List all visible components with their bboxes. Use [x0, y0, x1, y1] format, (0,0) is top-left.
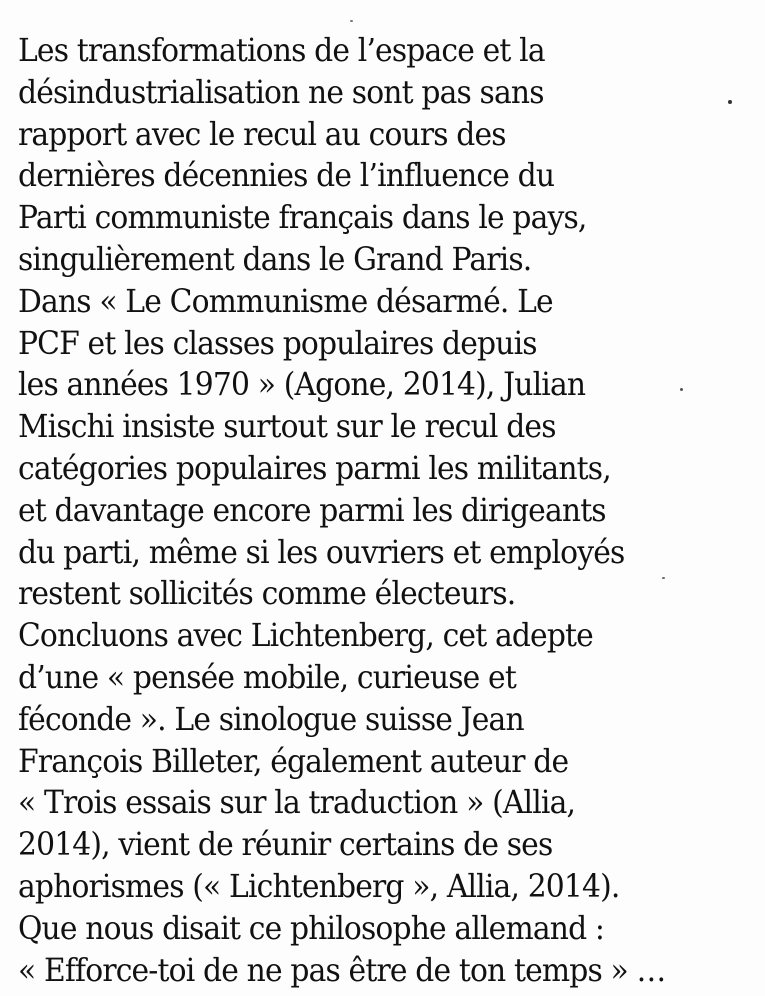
- text-line: 2014), vient de réunir certains de ses: [18, 825, 553, 864]
- text-line: PCF et les classes populaires depuis: [18, 323, 537, 362]
- text-line: Parti communiste français dans le pays,: [18, 198, 587, 237]
- text-line: singulièrement dans le Grand Paris.: [18, 239, 532, 278]
- text-line: catégories populaires parmi les militants,: [18, 448, 611, 487]
- scan-speck: [680, 388, 683, 391]
- article-text: [18, 30, 758, 991]
- text-line: Les transformations de l’espace et la: [18, 31, 545, 69]
- text-line: « Trois essais sur la traduction » (Allia,: [18, 783, 576, 822]
- text-line: Concluons avec Lichtenberg, cet adepte: [18, 616, 593, 655]
- text-line: François Billeter, également auteur de: [18, 741, 569, 780]
- text-line: « Efforce-toi de ne pas être de ton temps » …: [18, 950, 666, 989]
- scan-speck: [350, 20, 353, 22]
- text-line: restent sollicités comme électeurs.: [18, 574, 516, 613]
- text-line: Que nous disait ce philosophe allemand :: [18, 908, 605, 947]
- text-line: du parti, même si les ouvriers et employés: [18, 532, 625, 571]
- text-line: féconde ». Le sinologue suisse Jean: [18, 699, 524, 738]
- text-line: Mischi insiste surtout sur le recul des: [18, 407, 556, 446]
- scan-speck: [728, 100, 732, 104]
- text-line: et davantage encore parmi les dirigeants: [18, 490, 606, 529]
- text-line: d’une « pensée mobile, curieuse et: [18, 657, 516, 696]
- text-line: désindustrialisation ne sont pas sans: [18, 72, 544, 111]
- text-line: les années 1970 » (Agone, 2014), Julian: [18, 365, 586, 404]
- text-line: dernières décennies de l’influence du: [18, 156, 555, 195]
- text-line: aphorismes (« Lichtenberg », Allia, 2014).: [18, 866, 620, 905]
- text-line: Dans « Le Communisme désarmé. Le: [18, 281, 553, 320]
- text-line: rapport avec le recul au cours des: [18, 114, 506, 153]
- scan-speck: [662, 577, 665, 579]
